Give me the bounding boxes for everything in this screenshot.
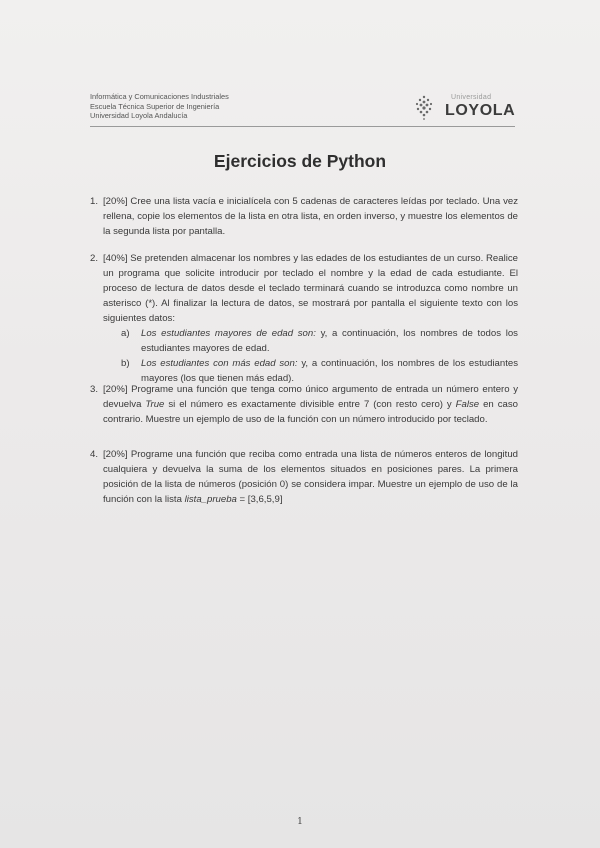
text-part: en caso contrario. Muestre un ejemplo de uso de la función con un número introducido por teclado. (103, 399, 518, 425)
subitem-italic: Los estudiantes mayores de edad son: (141, 328, 316, 339)
text-part: si el número es exactamente divisible entre 7 (con resto cero) y (164, 399, 456, 410)
university-logo (413, 92, 516, 122)
page-number: 1 (297, 817, 303, 827)
exercise-number: 2. (90, 253, 99, 264)
text-part: [20%] Programe una función que tenga como único argumento de entrada un número entero y devuelva (103, 384, 518, 410)
page-header (90, 92, 515, 127)
exercise-text: [20%] Cree una lista vacía e inicialícela con 5 cadenas de caracteres leídas por teclado. Una vez rellena, copie los elementos de la lista en otra lista, en orden inverso, y muestre los elementos de la segunda lista por pantalla. (103, 196, 518, 237)
text-part: = [3,6,5,9] (236, 494, 283, 505)
keyword-true: True (145, 399, 165, 410)
subitem-letter: b) (121, 358, 130, 369)
subitem-text (141, 326, 518, 356)
header-line-university: Universidad Loyola Andalucía (90, 111, 188, 121)
variable-name: lista_prueba (184, 494, 237, 505)
exercise-number: 1. (90, 196, 99, 207)
loyola-logo-icon (413, 94, 435, 120)
logo-brand-text: LOYOLA (445, 102, 516, 119)
document-title: Ejercicios de Python (213, 151, 387, 171)
subitem-letter: a) (121, 328, 130, 339)
subitem-italic: Los estudiantes con más edad son: (141, 358, 298, 369)
exercise-text (103, 447, 518, 507)
exercise-number: 3. (90, 384, 99, 395)
header-line-course: Informática y Comunicaciones Industriales (90, 92, 229, 101)
subitem-rest: y, a continuación, los nombres de los estudiantes mayores (los que tienen más edad). (141, 358, 519, 384)
header-line-school: Escuela Técnica Superior de Ingeniería (90, 101, 220, 111)
institution-info (90, 92, 229, 121)
exercise-text (103, 382, 518, 427)
exercise-number: 4. (90, 449, 99, 460)
keyword-false: False (455, 399, 480, 410)
text-part: [20%] Programe una función que reciba como entrada una lista de números enteros de longitud cualquiera y devuelva la suma de los elementos situados en posiciones pares. La primera posición de la lista de números (posición 0) se considera impar. Muestre un ejemplo de uso de la función con la lista (103, 449, 518, 505)
subitem-rest: y, a continuación, los nombres de todos los estudiantes mayores de edad. (141, 328, 518, 354)
exercise-text: [40%] Se pretenden almacenar los nombres y las edades de los estudiantes de un curso. Realice un programa que solicite introducir por teclado el nombre y la edad de cada estudiante. El proceso de lectura de datos desde el teclado terminará cuando se introduzca como nombre un asterisco (*). Al finalizar la lectura de datos, se mostrará por pantalla el siguiente texto con los siguientes datos: (103, 253, 518, 324)
logo-small-text: Universidad (451, 94, 492, 101)
